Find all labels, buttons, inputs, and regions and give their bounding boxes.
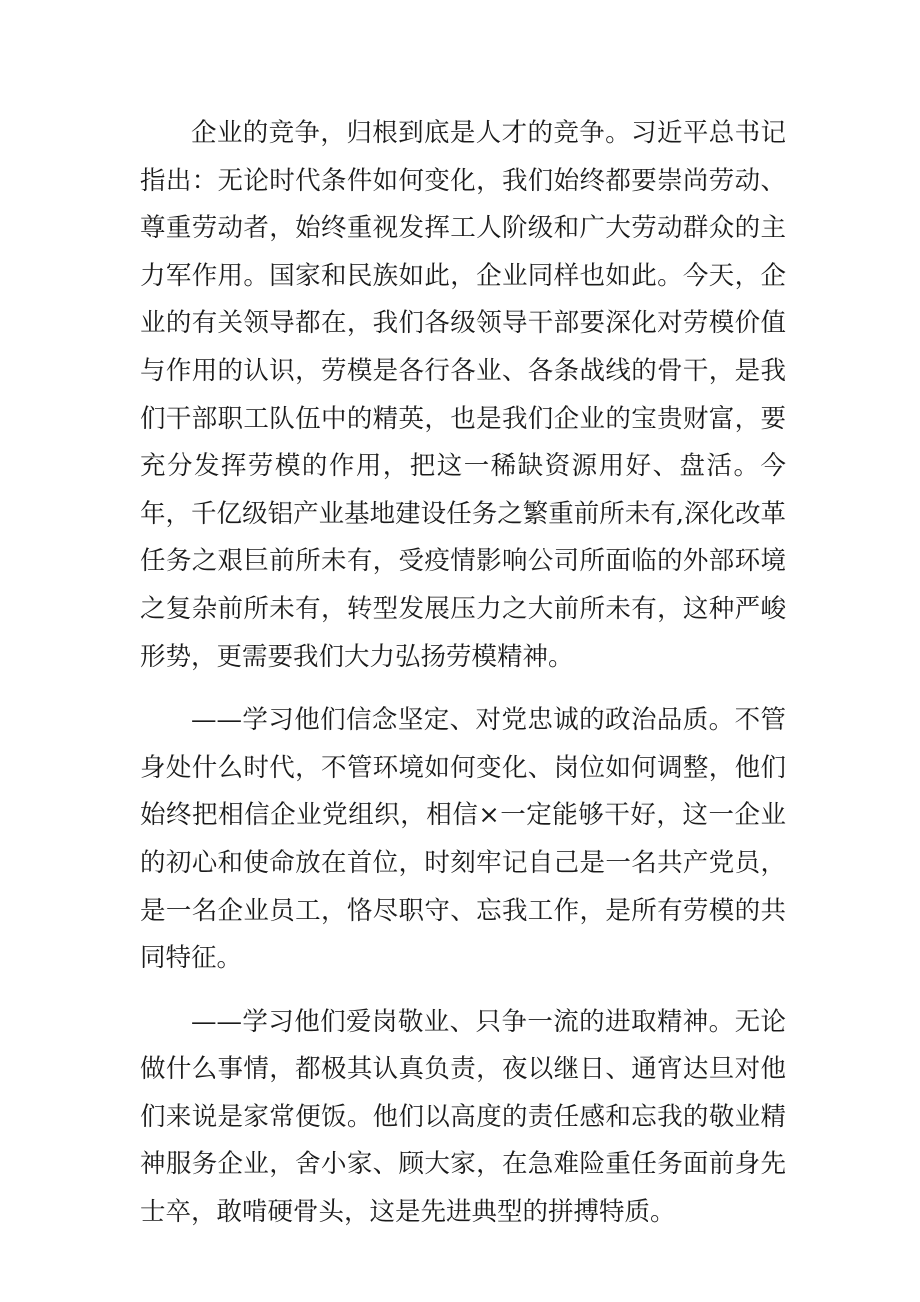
paragraph-talent-competition: 企业的竞争，归根到底是人才的竞争。习近平总书记指出：无论时代条件如何变化，我们始终都要崇尚劳动、尊重劳动者，始终重视发挥工人阶级和广大劳动群众的主力军作用。国家和民族如此，企业同样也如此。今天，企业的有关领导都在，我们各级领导干部要深化对劳模价值与作用的认识，劳模是各行各业、各条战线的骨干，是我们干部职工队伍中的精英，也是我们企业的宝贵财富，要充分发挥劳模的作用，把这一稀缺资源用好、盘活。今年，千亿级铝产业基地建设任务之繁重前所未有,深化改革任务之艰巨前所未有，受疫情影响公司所面临的外部环境之复杂前所未有，转型发展压力之大前所未有，这种严峻形势，更需要我们大力弘扬劳模精神。 (140, 118, 786, 672)
document-body (140, 110, 786, 1253)
paragraph-dedication-spirit: ——学习他们爱岗敬业、只争一流的进取精神。无论做什么事情，都极其认真负责，夜以继日、通宵达旦对他们来说是家常便饭。他们以高度的责任感和忘我的敬业精神服务企业，舍小家、顾大家，在急难险重任务面前身先士卒，敢啃硬骨头，这是先进典型的拼搏特质。 (140, 1006, 786, 1228)
paragraph-political-quality: ——学习他们信念坚定、对党忠诚的政治品质。不管身处什么时代，不管环境如何变化、岗位如何调整，他们始终把相信企业党组织，相信×一定能够干好，这一企业的初心和使命放在首位，时刻牢记自己是一名共产党员，是一名企业员工，恪尽职守、忘我工作，是所有劳模的共同特征。 (140, 705, 786, 974)
